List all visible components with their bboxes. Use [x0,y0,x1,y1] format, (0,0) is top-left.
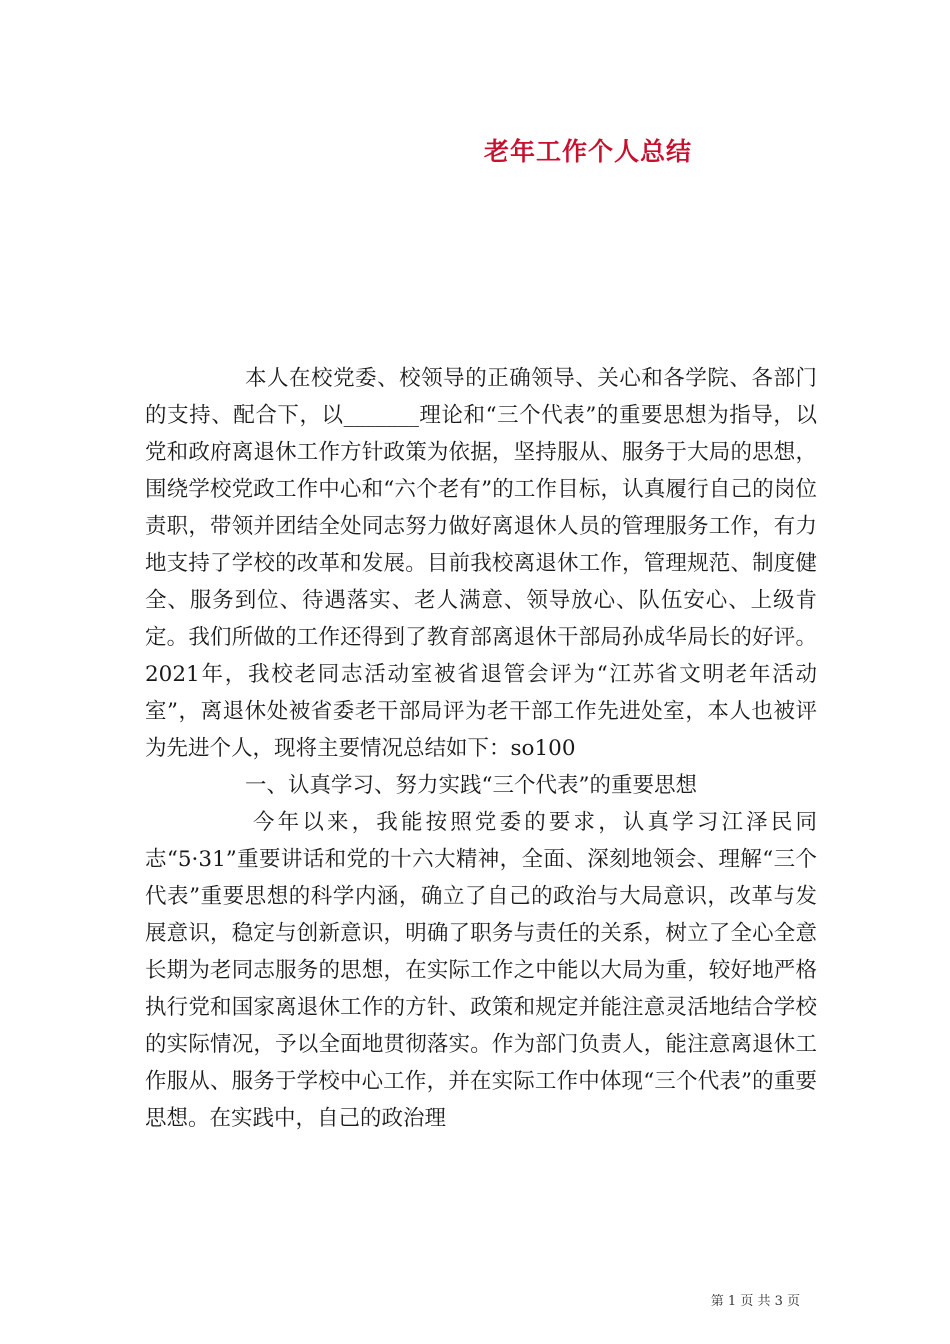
document-body [145,360,817,1137]
section-heading: 一、认真学习、努力实践“三个代表”的重要思想 [245,773,697,798]
paragraph-section-one: 今年以来，我能按照党委的要求，认真学习江泽民同志“5·31”重要讲话和党的十六大精神，全面、深刻地领会、理解“三个代表”重要思想的科学内涵，确立了自己的政治与大局意识，改革与发展意识，稳定与创新意识，明确了职务与责任的关系，树立了全心全意长期为老同志服务的思想，在实际工作之中能以大局为重，较好地严格执行党和国家离退休工作的方针、政策和规定并能注意灵活地结合学校的实际情况，予以全面地贯彻落实。作为部门负责人，能注意离退休工作服从、服务于学校中心工作，并在实际工作中体现“三个代表”的重要思想。在实践中，自己的政治理 [145,810,817,1131]
page-number: 第 1 页 共 3 页 [710,1294,800,1309]
document-title: 老年工作个人总结 [483,137,692,166]
paragraph-intro: 本人在校党委、校领导的正确领导、关心和各学院、各部门的支持、配合下，以_______理论和“三个代表”的重要思想为指导，以党和政府离退休工作方针政策为依据，坚持服从、服务于大局的思想，围绕学校党政工作中心和“六个老有”的工作目标，认真履行自己的岗位责职，带领并团结全处同志努力做好离退休人员的管理服务工作，有力地支持了学校的改革和发展。目前我校离退休工作，管理规范、制度健全、服务到位、待遇落实、老人满意、领导放心、队伍安心、上级肯定。我们所做的工作还得到了教育部离退休干部局孙成华局长的好评。2021年，我校老同志活动室被省退管会评为“江苏省文明老年活动室”，离退休处被省委老干部局评为老干部工作先进处室，本人也被评为先进个人，现将主要情况总结如下：so100 [145,366,817,761]
